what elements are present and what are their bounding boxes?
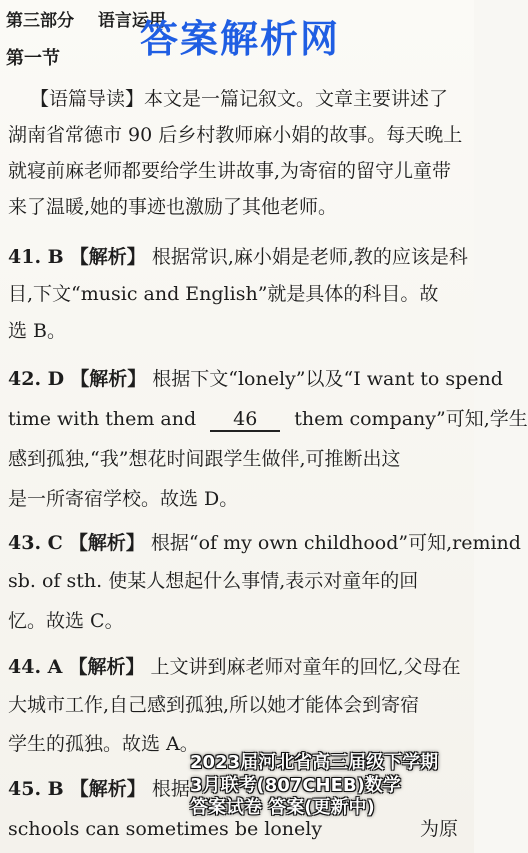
q42-line-1 — [8, 368, 503, 392]
q42-line-4: 是一所寄宿学校。故选 D。 — [8, 488, 239, 510]
q42-blank: 46 — [210, 409, 280, 432]
intro-line-2: 湖南省常德市 90 后乡村教师麻小娟的故事。每天晚上 — [8, 124, 463, 146]
intro-line-1: 【语篇导读】本文是一篇记叙文。文章主要讲述了 — [30, 88, 449, 110]
intro-line-4: 来了温暖,她的事迹也激励了其他老师。 — [8, 196, 338, 218]
q42-tag: 【解析】 — [70, 368, 147, 390]
q42-text-2a: time with them and — [8, 408, 197, 430]
q41-text-1: 根据常识,麻小娟是老师,教的应该是科 — [151, 246, 468, 268]
q43-line-3: 忆。故选 C。 — [8, 610, 124, 632]
q42-line-2 — [8, 408, 528, 432]
q41-line-2: 目,下文“music and English”就是具体的科目。故 — [8, 283, 439, 305]
q44-text-1: 上文讲到麻老师对童年的回忆,父母在 — [150, 656, 461, 678]
q45-text-1: 根据 — [151, 778, 190, 800]
q44-number: 44. A — [8, 656, 63, 678]
part-title: 语言运用 — [97, 11, 166, 31]
banner-line-1: 2023届河北省高三届级下学期 — [190, 752, 439, 773]
q45-text-2: schools can sometimes be lonely — [8, 818, 323, 840]
part-label: 第三部分 — [6, 11, 74, 31]
banner-line-2: 3月联考(807CHEB)数学 — [190, 774, 401, 796]
section-title: 第一节 — [6, 48, 60, 69]
q41-line-3: 选 B。 — [8, 320, 67, 342]
q42-line-3: 感到孤独,“我”想花时间跟学生做伴,可推断出这 — [8, 448, 401, 470]
q45-text-3: 为原 — [420, 818, 459, 840]
q41-tag: 【解析】 — [69, 246, 146, 268]
q44-line-1 — [8, 656, 468, 680]
q43-text-1: 根据“of my own childhood”可知,remind — [150, 532, 521, 554]
q43-line-2: sb. of sth. 使某人想起什么事情,表示对童年的回 — [8, 570, 419, 592]
q44-line-3: 学生的孤独。故选 A。 — [8, 733, 199, 755]
q41-number: 41. B — [8, 246, 64, 268]
overlay-banner — [190, 752, 472, 844]
q42-text-1: 根据下文“lonely”以及“I want to spend — [152, 368, 503, 390]
q42-number: 42. D — [8, 368, 65, 390]
intro-line-3: 就寝前麻老师都要给学生讲故事,为寄宿的留守儿童带 — [8, 160, 452, 182]
watermark-logo: 答案解析网 — [140, 17, 341, 61]
q41-line-1 — [8, 246, 468, 270]
q43-tag: 【解析】 — [68, 532, 145, 554]
q44-line-2: 大城市工作,自己感到孤独,所以她才能体会到寄宿 — [8, 694, 420, 716]
q45-number: 45. B — [8, 778, 64, 800]
q42-text-2b: them company”可知,学生 — [294, 408, 528, 430]
q43-line-1 — [8, 532, 521, 556]
q43-number: 43. C — [8, 532, 63, 554]
banner-line-3: 答案试卷 答案(更新中) — [190, 797, 375, 818]
q44-tag: 【解析】 — [68, 656, 145, 678]
q45-tag: 【解析】 — [69, 778, 146, 800]
